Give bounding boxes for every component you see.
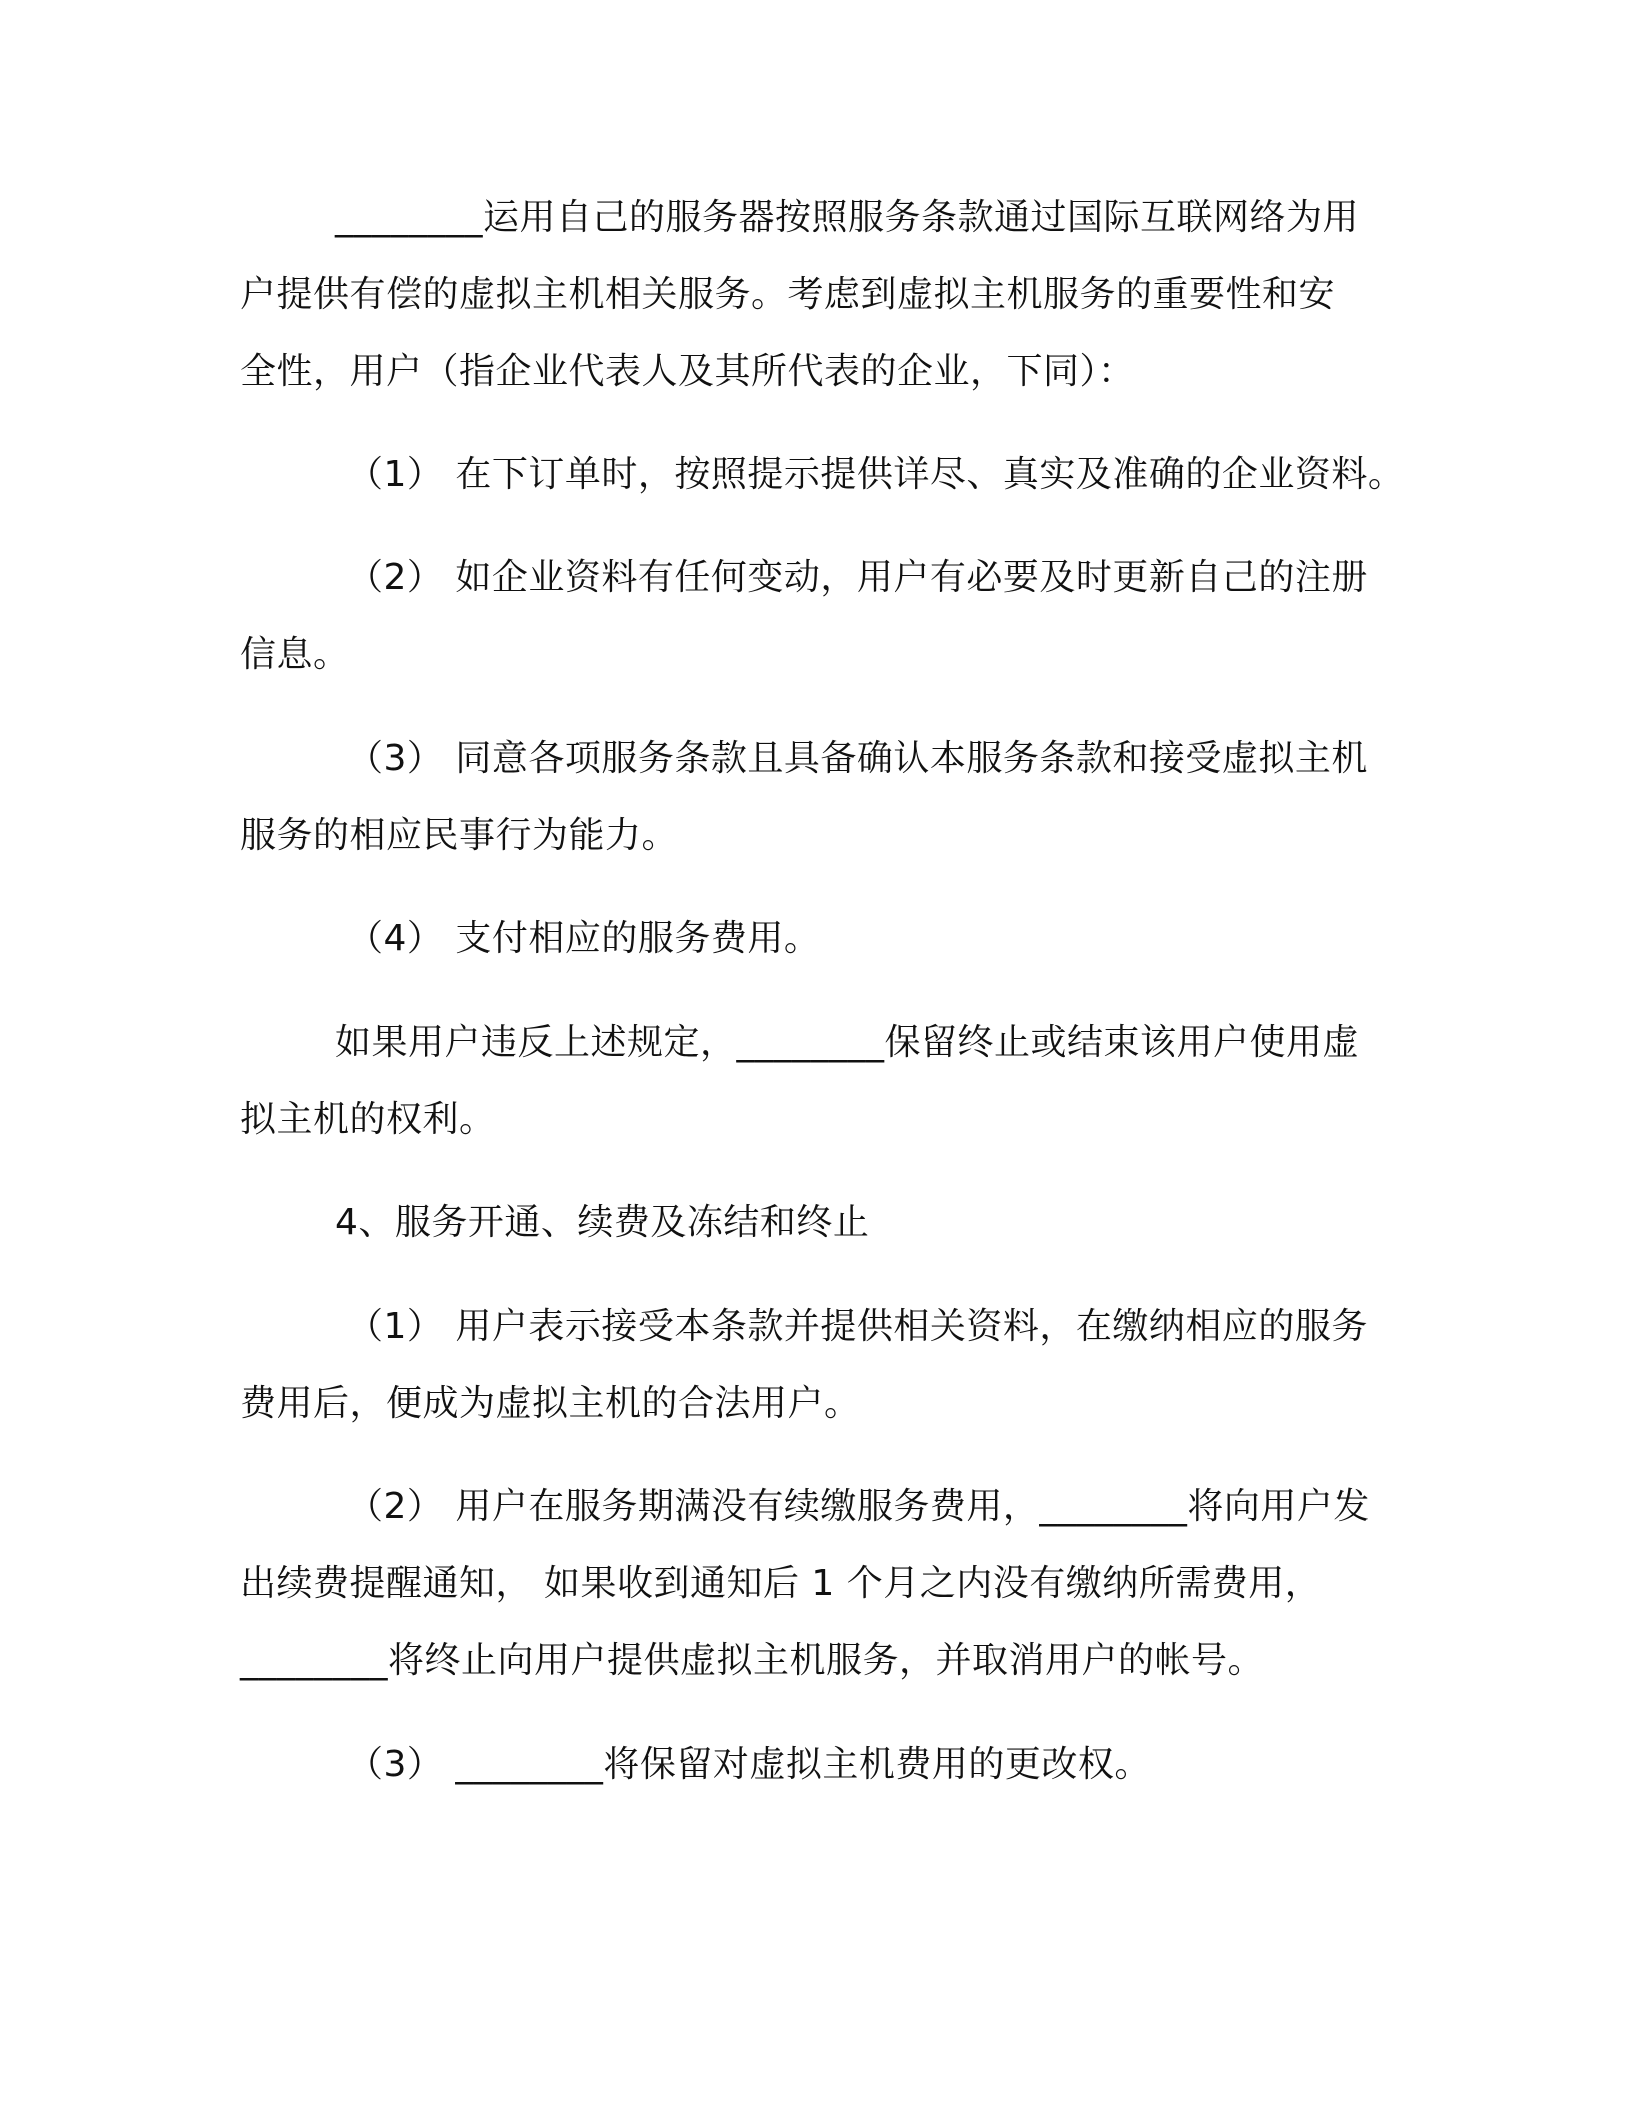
clause-item-1: （1） 在下订单时，按照提示提供详尽、真实及准确的企业资料。 [347,454,1405,495]
clause-item-3-line-1: （3） 同意各项服务条款且具备确认本服务条款和接受虚拟主机 [347,738,1368,779]
section4-item-2-line-2: 出续费提醒通知， 如果收到通知后 1 个月之内没有缴纳所需费用， [240,1563,1322,1604]
clause-item-2-line-1: （2） 如企业资料有任何变动，用户有必要及时更新自己的注册 [347,557,1368,598]
violation-line-2: 拟主机的权利。 [240,1099,496,1140]
section4-item-1-line-1: （1） 用户表示接受本条款并提供相关资料，在缴纳相应的服务 [347,1306,1368,1347]
section4-item-2-line-3: ________将终止向用户提供虚拟主机服务，并取消用户的帐号。 [240,1640,1265,1681]
clause-item-3-line-2: 服务的相应民事行为能力。 [240,815,679,856]
paragraph-intro-line-2: 户提供有偿的虚拟主机相关服务。考虑到虚拟主机服务的重要性和安 [240,274,1336,315]
paragraph-intro-line-3: 全性，用户（指企业代表人及其所代表的企业，下同）： [240,351,1135,392]
clause-item-4: （4） 支付相应的服务费用。 [347,918,821,959]
section4-item-2-line-1: （2） 用户在服务期满没有续缴服务费用，________将向用户发 [347,1486,1370,1527]
section4-item-3: （3） ________将保留对虚拟主机费用的更改权。 [347,1744,1151,1785]
clause-item-2-line-2: 信息。 [240,634,350,675]
section-heading-4: 4、服务开通、续费及冻结和终止 [335,1202,870,1243]
violation-line-1: 如果用户违反上述规定，________保留终止或结束该用户使用虚 [335,1022,1360,1063]
section4-item-1-line-2: 费用后，便成为虚拟主机的合法用户。 [240,1383,861,1424]
paragraph-intro-line-1: ________运用自己的服务器按照服务条款通过国际互联网络为用 [335,197,1360,238]
